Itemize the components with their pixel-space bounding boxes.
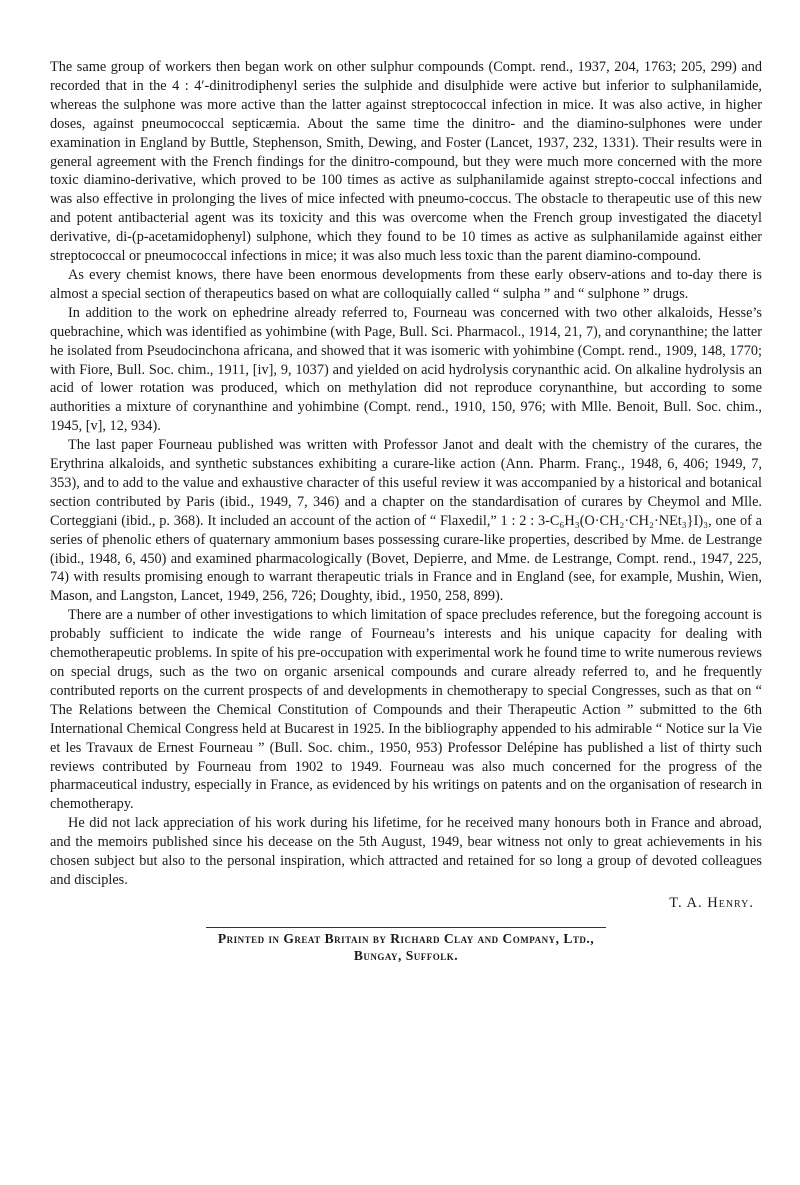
paragraph-curares: The last paper Fourneau published was written with Professor Janot and dealt with the chemistry of the curares, the Erythrina alkaloids, and synthetic substances exhibiting a curare-like action (Ann. Pharm. Franç., 1948, 6, 406; 1949, 7, 353), and to add to the value and exhaustive character of this useful review it was accompanied by a historical and botanical section contributed by Paris (ibid., 1949, 7, 346) and a chapter on the standardisation of curares by Cheymol and Mlle. Corteggiani (ibid., p. 368). It included an account of the action of “ Flaxedil,” 1 : 2 : 3-C₆H₃(O·CH₂·CH₂·NEt₃}I)₃, one of a series of phenolic ethers of quaternary ammonium bases possessing curare-like properties, described by Mme. de Lestrange (ibid., 1948, 6, 450) and examined pharmacologically (Bovet, Depierre, and Mme. de Lestrange, Compt. rend., 1947, 225, 74) with results promising enough to warrant therapeutic trials in France and in England (see, for example, Mushin, Wien, Mason, and Langston, Lancet, 1949, 256, 726; Doughty, ibid., 1950, 258, 899).: [50, 437, 762, 605]
paragraph-alkaloids: In addition to the work on ephedrine already referred to, Fourneau was concerned with two other alkaloids, Hesse’s quebrachine, which was identified as yohimbine (with Page, Bull. Sci. Pharmacol., 1914, 21, 7), and corynanthine; the latter he isolated from Pseudocinchona africana, and showed that it was isomeric with yohimbine (Compt. rend., 1909, 148, 1770; with Fiore, Bull. Soc. chim., 1911, [iv], 9, 1037) and yielded on acid hydrolysis corynanthic acid. On alkaline hydrolysis an acid of lower rotation was produced, which on methylation did not reproduce corynanthine, but according to some authorities a mixture of corynanthine and yohimbine (Compt. rend., 1910, 150, 976; with Mlle. Benoit, Bull. Soc. chim., 1945, [v], 12, 934).: [50, 304, 762, 435]
printer-line-1: Printed in Great Britain by Richard Clay and Company, Ltd.,: [217, 930, 595, 946]
paragraph-sulpha-drugs: As every chemist knows, there have been enormous developments from these early observ-ations and to-day there is almost a special section of therapeutics based on what are colloquially called “ sulpha ” and “ sulphone ” drugs.: [50, 266, 762, 302]
paragraph-honours: He did not lack appreciation of his work during his lifetime, for he received many honours both in France and abroad, and the memoirs published since his decease on the 5th August, 1949, bear witness not only to great achievements in his chosen subject but also to the personal inspiration, which attracted and retained for so long a group of devoted colleagues and disciples.: [50, 815, 762, 888]
printer-line-2: Bungay, Suffolk.: [353, 947, 459, 963]
printer-imprint: [50, 930, 762, 964]
page-body: [50, 58, 762, 964]
divider-rule: [206, 927, 606, 928]
paragraph-sulphur-compounds: The same group of workers then began work on other sulphur compounds (Compt. rend., 1937, 204, 1763; 205, 299) and recorded that in the 4 : 4′-dinitrodiphenyl series the sulphide and disulphide were active but inferior to sulphanilamide, whereas the sulphone was more active than the latter against streptococcal infection in mice. It was also active, in higher doses, against pneumococcal septicæmia. About the same time the dinitro- and the diamino-sulphones were under examination in England by Buttle, Stephenson, Smith, Dewing, and Foster (Lancet, 1937, 232, 1331). Their results were in general agreement with the French findings for the dinitro-compound, but they were much more concerned with the more toxic diamino-derivative, which proved to be 100 times as active as sulphanilamide against strepto-coccal infections and was also effective in prolonging the lives of mice infected with pneumo-coccus. The obstacle to therapeutic use of this new and potent antibacterial agent was its toxicity and this was overcome when the French group investigated the diacetyl derivative, di-(p-acetamidophenyl) sulphone, which they found to be 10 times as active as sulphanilamide against either streptococcal or pneumococcal infections in mice; it was also much less toxic than the parent diamino-compound.: [50, 59, 762, 265]
author-signature: T. A. Henry.: [669, 894, 754, 911]
paragraph-other-investigations: There are a number of other investigations to which limitation of space precludes reference, but the foregoing account is probably sufficient to indicate the wide range of Fourneau’s interests and his unique capacity for dealing with chemotherapeutic problems. In spite of his pre-occupation with experimental work he found time to write numerous reviews on special drugs, such as the two on organic arsenical compounds and curare already referred to, and he frequently contributed reports on the current prospects of and developments in chemotherapy to special Congresses, such as that on “ The Relations between the Chemical Constitution of Compounds and their Therapeutic Action ” submitted to the 6th International Chemical Congress held at Bucarest in 1925. In the bibliography appended to his admirable “ Notice sur la Vie et les Travaux de Ernest Fourneau ” (Bull. Soc. chim., 1950, 953) Professor Delépine has published a list of thirty such reviews contributed by Fourneau from 1902 to 1949. Fourneau was also much concerned for the progress of the pharmaceutical industry, especially in France, as evidenced by his writings on patents and on the organisation of research in chemotherapy.: [50, 607, 762, 813]
